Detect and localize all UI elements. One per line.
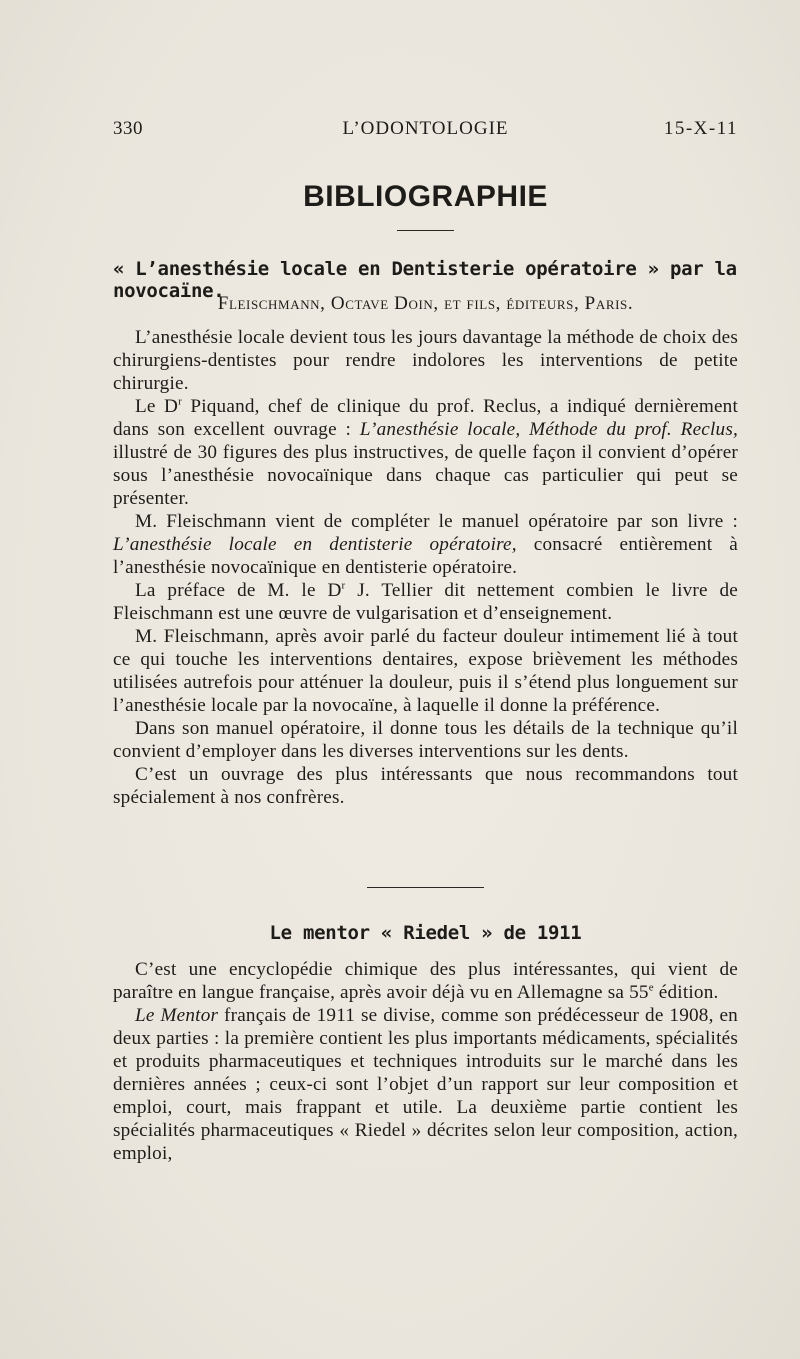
paragraph [113, 958, 738, 1004]
paragraph-text: C’est un ouvrage des plus intéressants que nous recommandons tout spécialement à nos confrères. [113, 764, 738, 808]
paragraph-text: L’anesthésie locale devient tous les jours davantage la méthode de choix des chirurgiens-dentistes pour rendre indolores les interventions de petite chirurgie. [113, 327, 738, 394]
paragraph [113, 510, 738, 579]
page-title: BIBLIOGRAPHIE [303, 180, 548, 213]
review-byline: Fleischmann, Octave Doin, et fils, éditeurs, Paris. [217, 293, 634, 314]
book-title-italic: Le Mentor [135, 1005, 219, 1026]
book-title-italic: L’anesthésie locale en dentisterie opératoire, [113, 534, 517, 555]
paragraph [113, 763, 738, 809]
paragraph-text: La préface de M. le D [135, 580, 342, 601]
paragraph-text: consacré entièrement à l’anesthésie novocaïnique en dentisterie opératoire. [113, 534, 738, 578]
paragraph-text: Dans son manuel opératoire, il donne tous les détails de la technique qu’il convient d’employer dans les diverses interventions sur les dents. [113, 718, 738, 762]
paragraph [113, 326, 738, 395]
page-number: 330 [113, 118, 143, 139]
paragraph [113, 579, 738, 625]
section-rule [367, 887, 484, 888]
paragraph-text: C’est une encyclopédie chimique des plus intéressantes, qui vient de paraître en langue française, après avoir déjà vu en Allemagne sa 55 [113, 959, 738, 1003]
paragraph-text: Le D [135, 396, 179, 417]
review-body-mentor [113, 958, 738, 1165]
paragraph-text: illustré de 30 figures des plus instructives, de quelle façon il convient d’opérer sous l’anesthésie novocaïnique dans chaque cas particulier qui peut se présenter. [113, 442, 738, 509]
paragraph [113, 1004, 738, 1165]
journal-title: L’ODONTOLOGIE [342, 118, 509, 139]
book-title-italic: L’anesthésie locale, Méthode du prof. Reclus, [359, 419, 738, 440]
superscript: e [648, 981, 654, 994]
review-title-mentor: Le mentor « Riedel » de 1911 [269, 922, 582, 944]
paragraph-text: M. Fleischmann vient de compléter le manuel opératoire par son livre : [135, 511, 738, 532]
paragraph [113, 717, 738, 763]
paragraph-text: J. Tellier dit nettement combien le livre de Fleischmann est une œuvre de vulgarisation et d’enseignement. [113, 580, 739, 624]
superscript: r [178, 395, 182, 408]
issue-date: 15-X-11 [663, 118, 738, 139]
title-rule [397, 230, 454, 231]
paragraph-text: M. Fleischmann, après avoir parlé du facteur douleur intimement lié à tout ce qui touche les interventions dentaires, expose brièvement les méthodes utilisées autrefois pour atténuer la douleur, puis il s’étend plus longuement sur l’anesthésie locale par la novocaïne, à laquelle il donne la préférence. [113, 626, 738, 716]
paragraph [113, 395, 738, 510]
paragraph-text: français de 1911 se divise, comme son prédécesseur de 1908, en deux parties : la première contient les plus importants médicaments, spécialités et produits pharmaceutiques et techniques introduits sur le marché dans les dernières années ; ceux-ci sont l’objet d’un rapport sur leur composition et emploi, court, mais frappant et utile. La deuxième partie contient les spécialités pharmaceutiques « Riedel » décrites selon leur composition, action, emploi, [113, 1005, 738, 1164]
running-header [113, 118, 738, 142]
paragraph-text: Piquand, chef de clinique du prof. Reclus, a indiqué dernièrement dans son excellent ouvrage : [113, 396, 738, 440]
review-body-novocaine [113, 326, 738, 809]
review-title-novocaine: « L’anesthésie locale en Dentisterie opératoire » par la novocaïne. [113, 258, 737, 302]
paragraph-text: édition. [653, 982, 719, 1003]
paragraph [113, 625, 738, 717]
superscript: r [341, 579, 346, 592]
